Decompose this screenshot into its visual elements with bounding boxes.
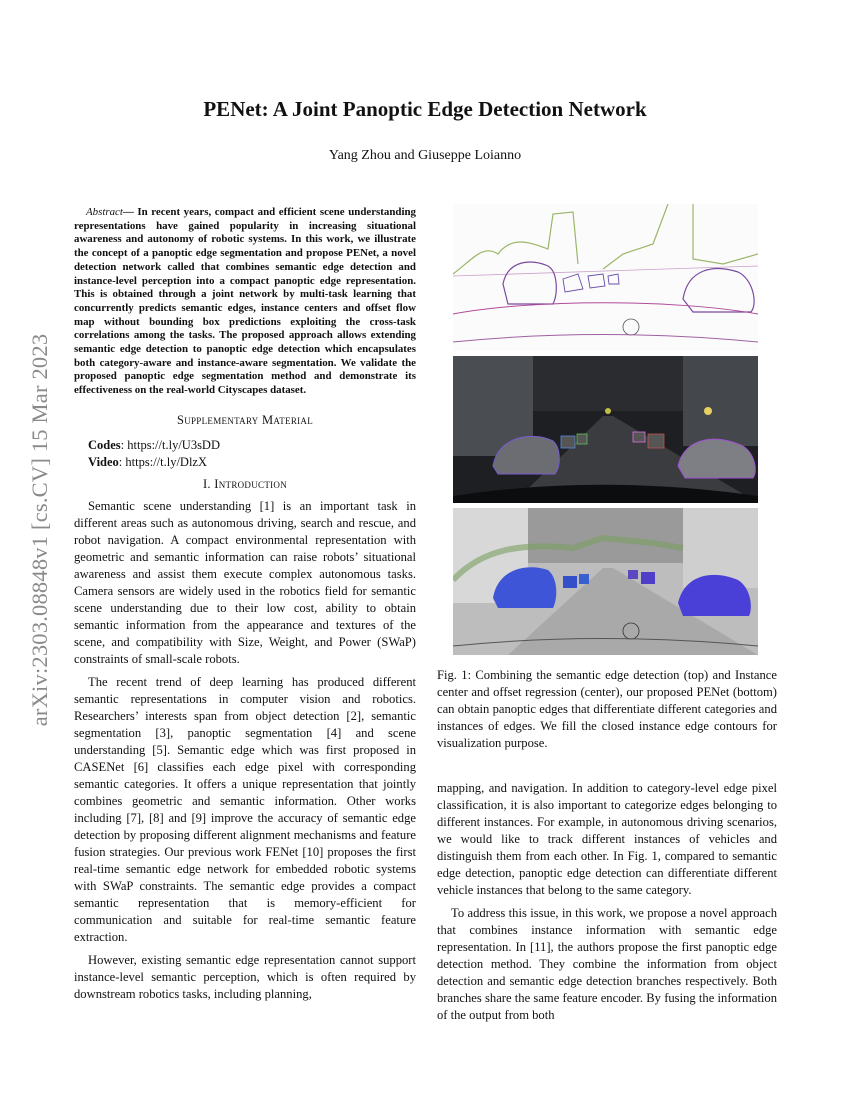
intro-paragraph-3: However, existing semantic edge representation cannot support instance-level semantic perception, which is often required by downstream robotics tasks, including planning,: [74, 952, 416, 1001]
arxiv-identifier-text: arXiv:2303.08848v1 [cs.CV] 15 Mar 2023: [27, 333, 52, 727]
codes-line: Codes: https://t.ly/U3sDD: [88, 437, 220, 452]
supplementary-heading: Supplementary Material: [176, 412, 314, 427]
figure-panel-instance-center-offset: [453, 356, 758, 503]
right-paragraph-2: To address this issue, in this work, we propose a novel approach that combines instance information with semantic edge representation. In [11], the authors propose the first panoptic edge detection method. They combine the information from object detection and semantic edge detection branches respectively. Both branches share the same feature encoder. By fusing the information of the output from both: [437, 906, 777, 1022]
figure-panel-semantic-edges: [453, 204, 758, 351]
figure-1-caption: Fig. 1: Combining the semantic edge detection (top) and Instance center and offset regression (center), our proposed PENet (bottom) can obtain panoptic edges that differentiate different categories and instances of edges. We fill the closed instance edge contours for visualization purpose.: [437, 668, 777, 750]
right-paragraph-1: mapping, and navigation. In addition to category-level edge pixel classification, it is also important to categorize edges belonging to different instances. For example, in autonomous driving scenarios, we would like to track different instances of vehicles and distinguish them from each other. In Fig. 1, compared to semantic edge detection, panoptic edge detection can differentiate different vehicle instances that belong to the same category.: [437, 781, 777, 897]
left-column: [74, 206, 416, 1003]
figure-panel-panoptic-edges: [453, 508, 758, 655]
right-column: [437, 667, 777, 1024]
video-line: Video: https://t.ly/DlzX: [88, 454, 208, 469]
supplementary-links: [88, 437, 416, 471]
paper-authors: Yang Zhou and Giuseppe Loianno: [328, 148, 522, 163]
intro-paragraph-2: The recent trend of deep learning has produced different semantic representations in computer vision and robotics. Researchers’ interests span from object detection [2], semantic segmentation [3], panoptic segmentation [4] and scene understanding [5]. Semantic edge which was first proposed in CASENet [6] classifies each edge pixel with corresponding semantic categories. It offers a unique representation that jointly combines geometric and semantic information. Other works including [7], [8] and [9] improve the accuracy of semantic edge detection by proposing different alignment mechanisms and feature fusion strategies. Our previous work FENet [10] proposes the first real-time semantic edge network for embedded robotic systems with SWaP constraints. The semantic edge provides a compact semantic representation that is memory-efficient for communication and suitable for real-time semantic feature extraction.: [74, 674, 416, 944]
video-label: Video: [88, 454, 119, 469]
codes-label: Codes: [88, 437, 121, 452]
video-link[interactable]: https://t.ly/DlzX: [125, 454, 208, 469]
codes-link[interactable]: https://t.ly/U3sDD: [127, 437, 220, 452]
intro-paragraph-1: Semantic scene understanding [1] is an important task in different areas such as autonomous driving, search and rescue, and robot navigation. A compact environmental representation with geometric and semantic information can raise robots’ situational awareness and assist them execute complex autonomous tasks. Camera sensors are widely used in the robotics field for semantic scene understanding due to their low cost, ability to obtain semantic information from the appearance and textures of the scene, and compatibility with Size, Weight, and Power (SWaP) constraints of small-scale robots.: [74, 498, 416, 666]
arxiv-identifier: [20, 260, 60, 800]
abstract-label: Abstract: [86, 206, 123, 218]
abstract: [74, 206, 416, 398]
figure-1: [453, 204, 758, 655]
introduction-heading: I. Introduction: [202, 476, 288, 491]
abstract-text: — In recent years, compact and efficient scene understanding representations have gained popularity in increasing situational awareness and autonomy of robotic systems. In this work, we illustrate the concept of a panoptic edge segmentation and propose PENet, a novel detection network called that combines semantic edge detection and instance-level perception into a compact panoptic edge representation. This is obtained through a joint network by multi-task learning that concurrently predicts semantic edges, instance centers and offset flow map without bounding box predictions exploiting the cross-task correlations among the tasks. The proposed approach allows extending semantic edge detection to panoptic edge detection which encapsulates both category-aware and instance-aware segmentation. We validate the proposed panoptic edge segmentation method and demonstrate its effectiveness on the real-world Cityscapes dataset.: [74, 206, 416, 397]
paper-title: PENet: A Joint Panoptic Edge Detection Network: [203, 97, 647, 121]
